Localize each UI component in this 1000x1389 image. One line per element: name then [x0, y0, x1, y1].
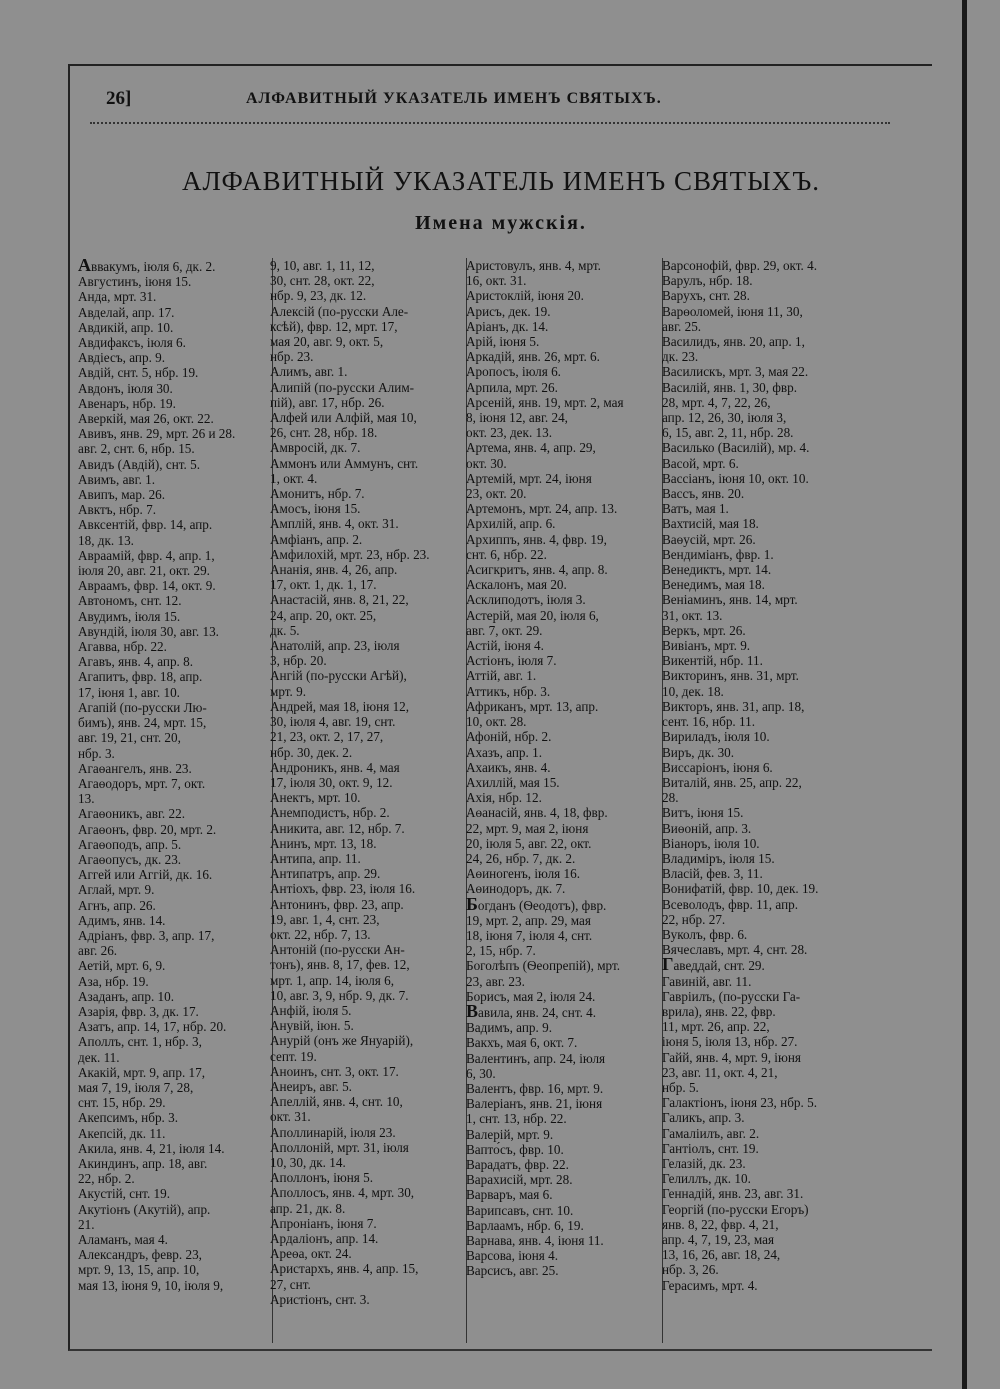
index-line: Акиндинъ, апр. 18, авг.: [78, 1155, 208, 1171]
index-line: Азарія, фвр. 3, дк. 17.: [78, 1003, 199, 1019]
index-line: мрт. 9, 13, 15, апр. 10,: [78, 1262, 200, 1278]
index-line: 11, мрт. 26, апр. 22,: [662, 1019, 770, 1035]
index-line: апр. 4, 7, 19, 23, мая: [662, 1232, 775, 1247]
index-line: Анинъ, мрт. 13, 18.: [270, 835, 377, 851]
index-line: Анурій (онъ же Януарій),: [270, 1033, 414, 1049]
index-line: Валентъ, фвр. 16, мрт. 9.: [466, 1080, 604, 1096]
index-line: Авдіесъ, апр. 9.: [78, 350, 166, 366]
index-line: Аглай, мрт. 9.: [78, 882, 155, 898]
index-line: Авудимъ, іюля 15.: [78, 608, 181, 624]
index-line: Авипъ, мар. 26.: [78, 487, 166, 503]
index-line: Аламанъ, мая 4.: [78, 1232, 168, 1247]
index-line: Агапій (по-русски Лю-: [78, 699, 207, 715]
index-line: Авдикій, апр. 10.: [78, 319, 174, 335]
index-line: Вассъ, янв. 20.: [662, 486, 745, 502]
index-line: Авидъ (Авдій), снт. 5.: [78, 456, 201, 472]
index-line: Агаѳопусъ, дк. 23.: [78, 851, 182, 867]
index-line: авг. 26.: [78, 943, 118, 959]
index-line: Вивіанъ, мрт. 9.: [662, 638, 751, 654]
index-line: Адимъ, янв. 14.: [78, 912, 166, 928]
index-line: Аѳанасій, янв. 4, 18, фвр.: [466, 805, 608, 821]
index-line: Гелазій, дк. 23.: [662, 1155, 746, 1171]
index-line: Варваръ, мая 6.: [466, 1187, 553, 1203]
index-line: Владиміръ, іюля 15.: [662, 850, 775, 866]
index-line: Антоній (по-русски Ан-: [270, 942, 405, 958]
index-line: Аммонъ или Аммунъ, снт.: [270, 455, 419, 471]
index-line: Архилій, апр. 6.: [466, 516, 556, 532]
index-line: Астій, іюня 4.: [466, 638, 544, 654]
index-line: 27, снт.: [270, 1276, 311, 1292]
header-divider: [90, 122, 890, 124]
index-line: Венедимъ, мая 18.: [662, 577, 765, 593]
index-line: 1, снт. 13, нбр. 22.: [466, 1111, 567, 1127]
scan-edge-line: [962, 0, 967, 1389]
index-line: Аѳинодоръ, дк. 7.: [466, 881, 566, 897]
index-line: Ахиллій, мая 15.: [466, 774, 560, 790]
index-line: Авктъ, нбр. 7.: [78, 502, 157, 518]
index-line: Борисъ, мая 2, іюля 24.: [466, 988, 596, 1004]
index-line: 30, іюля 4, авг. 19, снт.: [270, 714, 396, 730]
index-line: Алфей или Алфій, мая 10,: [270, 410, 417, 426]
index-line: Всеволодъ, фвр. 11, апр.: [662, 896, 799, 912]
index-line: Агнъ, апр. 26.: [78, 897, 156, 913]
index-line: Аристовулъ, янв. 4, мрт.: [466, 258, 601, 273]
index-line: Виръ, дк. 30.: [662, 744, 735, 760]
page-number: 26]: [106, 88, 132, 109]
index-line: 2, 15, нбр. 7.: [466, 943, 536, 959]
index-line: Гавиній, авг. 11.: [662, 973, 752, 989]
index-line: 28, мрт. 4, 7, 22, 26,: [662, 394, 771, 410]
initial-letter: Б: [466, 896, 478, 913]
initial-letter: В: [466, 1003, 479, 1021]
index-line: 10, окт. 28.: [466, 714, 527, 730]
index-line: Гаведдай, снт. 29.: [662, 957, 852, 973]
index-line: іюня 5, іюля 13, нбр. 27.: [662, 1034, 798, 1050]
index-line: Гамаліилъ, авг. 2.: [662, 1125, 760, 1141]
index-line: Валерій, мрт. 9.: [466, 1126, 554, 1142]
index-line: Ананія, янв. 4, 26, апр.: [270, 562, 398, 578]
index-line: Асклиподотъ, іюля 3.: [466, 592, 586, 608]
index-line: Агаѳоникъ, авг. 22.: [78, 806, 185, 822]
index-line: 6, 30.: [466, 1065, 496, 1081]
index-line: 18, дк. 13.: [78, 532, 134, 548]
index-line: апр. 21, дк. 8.: [270, 1200, 346, 1216]
index-line: апр. 12, 26, 30, іюля 3,: [662, 410, 787, 426]
index-line: нбр. 30, дек. 2.: [270, 744, 353, 760]
index-line: 21.: [78, 1216, 95, 1232]
index-line: Василискъ, мрт. 3, мая 22.: [662, 364, 809, 380]
index-line: Азатъ, апр. 14, 17, нбр. 20.: [78, 1019, 227, 1035]
index-line: Ватъ, мая 1.: [662, 501, 729, 517]
index-line: Вячеславъ, мрт. 4, снт. 28.: [662, 942, 808, 958]
index-line: 23, авг. 11, окт. 4, 21,: [662, 1064, 778, 1080]
index-line: іюля 20, авг. 21, окт. 29.: [78, 563, 210, 579]
index-line: авг. 19, 21, снт. 20,: [78, 730, 181, 746]
index-line: нбр. 3, 26.: [662, 1262, 719, 1278]
index-line: Антипатръ, апр. 29.: [270, 866, 381, 882]
index-line: сент. 16, нбр. 11.: [662, 714, 756, 730]
index-line: Акепсій, дк. 11.: [78, 1125, 166, 1141]
index-line: Агапитъ, фвр. 18, апр.: [78, 669, 203, 685]
index-line: дк. 5.: [270, 622, 300, 638]
index-line: Ваѳусій, мрт. 26.: [662, 531, 756, 547]
index-line: Авдифаксъ, іюля 6.: [78, 335, 186, 351]
index-line: 31, окт. 13.: [662, 607, 723, 623]
index-line: Веркъ, мрт. 26.: [662, 622, 746, 638]
names-column-4: [662, 258, 852, 1293]
index-line: 20, іюля 5, авг. 22, окт.: [466, 835, 592, 851]
index-line: нбр. 23.: [270, 349, 314, 365]
index-line: Веніаминъ, янв. 14, мрт.: [662, 592, 798, 608]
index-line: Віаноръ, іюля 10.: [662, 835, 760, 851]
index-line: бимъ), янв. 24, мрт. 15,: [78, 715, 207, 731]
index-line: Алексій (по-русски Але-: [270, 303, 409, 319]
index-line: Акила, янв. 4, 21, іюля 14.: [78, 1140, 225, 1156]
index-line: нбр. 5.: [662, 1079, 699, 1095]
index-line: Антипа, апр. 11.: [270, 850, 361, 866]
index-line: 30, снт. 28, окт. 22,: [270, 273, 375, 289]
index-line: Варахисій, мрт. 28.: [466, 1172, 573, 1188]
index-line: Власій, фев. 3, 11.: [662, 866, 763, 882]
index-line: 19, авг. 1, 4, снт. 23,: [270, 911, 380, 927]
index-line: 26, снт. 28, нбр. 18.: [270, 425, 378, 441]
index-line: Аристархъ, янв. 4, апр. 15,: [270, 1261, 419, 1277]
index-line: Амонитъ, нбр. 7.: [270, 486, 365, 502]
index-line: Африканъ, мрт. 13, апр.: [466, 698, 599, 714]
index-line: септ. 19.: [270, 1048, 317, 1064]
index-line: Анда, мрт. 31.: [78, 289, 157, 305]
index-line: Георгій (по-русски Егоръ): [662, 1201, 809, 1217]
index-line: Вапто́съ, фвр. 10.: [466, 1141, 564, 1157]
index-line: Варѳоломей, іюня 11, 30,: [662, 303, 803, 319]
index-line: Боголѣпъ (Ѳеопрепій), мрт.: [466, 958, 621, 974]
index-line: Геннадій, янв. 23, авг. 31.: [662, 1186, 804, 1202]
index-line: Авимъ, авг. 1.: [78, 471, 156, 487]
index-line: Василько (Василій), мр. 4.: [662, 440, 810, 456]
index-line: 18, іюня 7, іюля 4, снт.: [466, 927, 593, 943]
index-line: пій), авг. 17, нбр. 26.: [270, 394, 385, 410]
index-line: Астіонъ, іюля 7.: [466, 653, 557, 669]
index-line: Анектъ, мрт. 10.: [270, 790, 361, 806]
page-header: [106, 88, 906, 118]
index-line: 21, 23, окт. 2, 17, 27,: [270, 729, 384, 745]
index-line: 10, авг. 3, 9, нбр. 9, дк. 7.: [270, 987, 409, 1003]
index-line: Венедиктъ, мрт. 14.: [662, 562, 772, 578]
index-line: 28.: [662, 790, 679, 806]
index-line: Апеллій, янв. 4, снт. 10,: [270, 1094, 403, 1110]
index-line: 13.: [78, 791, 95, 807]
index-line: Аверкій, мая 26, окт. 22.: [78, 411, 214, 427]
index-line: 23, окт. 20.: [466, 486, 527, 502]
index-line: Гайй, янв. 4, мрт. 9, іюня: [662, 1049, 801, 1065]
index-line: Аполлоній, мрт. 31, іюля: [270, 1139, 409, 1155]
index-line: Вуколъ, фвр. 6.: [662, 926, 748, 942]
index-line: авг. 25.: [662, 318, 702, 334]
index-line: Антонинъ, фвр. 23, апр.: [270, 896, 404, 912]
index-line: Аполлинарій, іюля 23.: [270, 1124, 396, 1140]
index-line: Агаѳодоръ, мрт. 7, окт.: [78, 775, 206, 791]
index-line: Варсонофій, фвр. 29, окт. 4.: [662, 258, 818, 273]
index-line: Артема, янв. 4, апр. 29,: [466, 440, 596, 456]
index-line: авг. 7, окт. 29.: [466, 622, 543, 638]
index-line: Аггей или Аггій, дк. 16.: [78, 867, 213, 883]
index-line: Герасимъ, мрт. 4.: [662, 1277, 758, 1293]
index-line: Аполлъ, снт. 1, нбр. 3,: [78, 1034, 202, 1050]
index-line: окт. 30.: [466, 455, 507, 471]
index-line: Аполлонъ, іюня 5.: [270, 1170, 374, 1186]
index-line: Андрей, мая 18, іюня 12,: [270, 698, 410, 714]
names-column-1: [78, 258, 268, 1293]
index-line: 1, окт. 4.: [270, 470, 318, 486]
index-line: снт. 6, нбр. 22.: [466, 546, 547, 562]
index-line: Аввакумъ, іюля 6, дк. 2.: [78, 258, 268, 274]
initial-letter: А: [78, 258, 91, 275]
index-line: Аполлосъ, янв. 4, мрт. 30,: [270, 1185, 415, 1201]
index-line: Акакій, мрт. 9, апр. 17,: [78, 1064, 206, 1080]
index-line: Амфіанъ, апр. 2.: [270, 531, 363, 547]
index-line: 10, 30, дк. 14.: [270, 1154, 346, 1170]
index-line: Гелиллъ, дк. 10.: [662, 1171, 751, 1187]
index-line: нбр. 9, 23, дк. 12.: [270, 288, 367, 304]
index-line: окт. 22, нбр. 7, 13.: [270, 926, 371, 942]
index-line: Аропосъ, іюля 6.: [466, 364, 561, 380]
index-line: Вадимъ, апр. 9.: [466, 1020, 552, 1036]
index-line: Валеріанъ, янв. 21, іюня: [466, 1096, 603, 1112]
index-line: Акепсимъ, нбр. 3.: [78, 1110, 179, 1126]
index-line: Васой, мрт. 6.: [662, 455, 739, 471]
index-line: Варипсавъ, снт. 10.: [466, 1202, 574, 1218]
index-line: 17, іюля 30, окт. 9, 12.: [270, 774, 393, 790]
index-line: Варлаамъ, нбр. 6, 19.: [466, 1217, 584, 1233]
index-line: Ареѳа, окт. 24.: [270, 1246, 352, 1262]
index-line: Авраамъ, фвр. 14, окт. 9.: [78, 578, 216, 594]
index-line: Аѳиногенъ, іюля 16.: [466, 866, 580, 882]
index-line: Аза, нбр. 19.: [78, 973, 149, 989]
index-line: Анувій, іюн. 5.: [270, 1018, 354, 1034]
index-line: Вассіанъ, іюня 10, окт. 10.: [662, 470, 809, 486]
index-line: Варухъ, снт. 28.: [662, 288, 750, 304]
index-line: Агавва, нбр. 22.: [78, 639, 167, 655]
index-line: 23, авг. 23.: [466, 973, 525, 989]
index-line: 19, мрт. 2, апр. 29, мая: [466, 912, 591, 928]
index-line: Авдонъ, іюля 30.: [78, 380, 173, 396]
index-line: Ахаикъ, янв. 4.: [466, 759, 551, 775]
index-line: 6, 15, авг. 2, 11, нбр. 28.: [662, 425, 794, 441]
index-line: 13, 16, 26, авг. 18, 24,: [662, 1247, 781, 1263]
index-line: Варнава, янв. 4, іюня 11.: [466, 1233, 604, 1248]
index-line: 22, мрт. 9, мая 2, іюня: [466, 820, 589, 836]
index-line: врила), янв. 22, фвр.: [662, 1003, 776, 1019]
index-line: 22, нбр. 27.: [662, 911, 726, 927]
index-line: Авделай, апр. 17.: [78, 304, 175, 320]
index-line: Аристоклій, іюня 20.: [466, 288, 584, 304]
index-line: мрт. 9.: [270, 683, 307, 699]
index-line: Амфилохій, мрт. 23, нбр. 23.: [270, 546, 430, 562]
index-line: Аетій, мрт. 6, 9.: [78, 958, 166, 974]
index-line: окт. 23, дек. 13.: [466, 425, 553, 441]
index-line: 17, іюня 1, авг. 10.: [78, 684, 180, 700]
index-line: Варулъ, нбр. 18.: [662, 273, 753, 289]
index-line: Авивъ, янв. 29, мрт. 26 и 28.: [78, 426, 236, 442]
index-line: Аскалонъ, мая 20.: [466, 577, 567, 593]
index-line: Анфій, іюля 5.: [270, 1002, 352, 1018]
index-line: дек. 11.: [78, 1049, 120, 1065]
index-line: Вахтисій, мая 18.: [662, 516, 759, 532]
index-line: Аттикъ, нбр. 3.: [466, 683, 551, 699]
index-line: янв. 8, 22, фвр. 4, 21,: [662, 1216, 779, 1232]
index-line: тонъ), янв. 8, 17, фев. 12,: [270, 957, 410, 973]
index-line: Аникита, авг. 12, нбр. 7.: [270, 820, 405, 836]
index-line: Авенаръ, нбр. 19.: [78, 395, 176, 411]
index-line: Галикъ, апр. 3.: [662, 1110, 745, 1126]
index-line: 17, окт. 1, дк. 1, 17.: [270, 577, 377, 593]
index-line: Астерій, мая 20, іюля 6,: [466, 607, 599, 623]
index-line: Виѳоній, апр. 3.: [662, 820, 752, 836]
index-line: Аристіонъ, снт. 3.: [270, 1291, 370, 1307]
index-line: мая 7, 19, іюля 7, 28,: [78, 1079, 194, 1095]
index-line: Галактіонъ, іюня 23, нбр. 5.: [662, 1095, 817, 1111]
index-line: Гантіолъ, снт. 19.: [662, 1140, 759, 1156]
book-page: [68, 64, 932, 1351]
running-title: АЛФАВИТНЫЙ УКАЗАТЕЛЬ ИМЕНЪ СВЯТЫХЪ.: [246, 90, 662, 107]
index-line: Гавріилъ, (по-русски Га-: [662, 988, 801, 1004]
index-line: Акустій, снт. 19.: [78, 1186, 171, 1202]
index-line: Афоній, нбр. 2.: [466, 729, 552, 745]
index-line: Агавъ, янв. 4, апр. 8.: [78, 654, 194, 670]
index-line: 24, 26, нбр. 7, дк. 2.: [466, 850, 576, 866]
index-line: Викторъ, янв. 31, апр. 18,: [662, 698, 805, 714]
index-line: Арій, іюня 5.: [466, 334, 540, 350]
index-line: Арсеній, янв. 19, мрт. 2, мая: [466, 394, 624, 410]
index-line: Автономъ, снт. 12.: [78, 593, 182, 609]
initial-letter: Г: [662, 957, 674, 974]
index-line: Анеиръ, авг. 5.: [270, 1078, 352, 1094]
names-column-3: [466, 258, 656, 1279]
index-line: 8, іюня 12, авг. 24,: [466, 410, 568, 426]
index-line: Виталій, янв. 25, апр. 22,: [662, 774, 802, 790]
index-line: Вонифатій, фвр. 10, дек. 19.: [662, 881, 819, 897]
index-line: Августинъ, іюня 15.: [78, 274, 192, 290]
index-line: Азаданъ, апр. 10.: [78, 988, 175, 1004]
index-line: Акутіонъ (Акутій), апр.: [78, 1201, 211, 1217]
index-line: мая 13, іюня 9, 10, іюля 9,: [78, 1277, 224, 1293]
index-line: Аттій, авг. 1.: [466, 668, 537, 684]
index-line: Агаѳангелъ, янв. 23.: [78, 760, 192, 776]
index-line: Агаѳонъ, фвр. 20, мрт. 2.: [78, 821, 217, 837]
index-line: 9, 10, авг. 1, 11, 12,: [270, 258, 375, 273]
index-line: Авдій, снт. 5, нбр. 19.: [78, 365, 199, 381]
index-line: Ахія, нбр. 12.: [466, 790, 542, 806]
index-line: Валентинъ, апр. 24, іюля: [466, 1050, 606, 1066]
index-line: Апроніанъ, іюня 7.: [270, 1215, 377, 1231]
index-line: Аноинъ, снт. 3, окт. 17.: [270, 1063, 399, 1079]
index-line: Артемій, мрт. 24, іюня: [466, 470, 592, 486]
index-line: Аркадій, янв. 26, мрт. 6.: [466, 349, 600, 365]
index-line: Анемподистъ, нбр. 2.: [270, 805, 390, 821]
index-line: 24, апр. 20, окт. 25,: [270, 607, 377, 623]
index-line: Варадатъ, фвр. 22.: [466, 1156, 569, 1172]
index-line: Амвросій, дк. 7.: [270, 440, 361, 456]
index-line: Вавила, янв. 24, снт. 4.: [466, 1004, 656, 1020]
index-line: Ахазъ, апр. 1.: [466, 744, 543, 760]
index-line: Аріанъ, дк. 14.: [466, 318, 549, 334]
index-line: Анатолій, апр. 23, іюля: [270, 638, 400, 654]
index-line: Василій, янв. 1, 30, фвр.: [662, 379, 798, 395]
index-line: 10, дек. 18.: [662, 683, 724, 699]
index-line: 3, нбр. 20.: [270, 653, 327, 669]
index-line: 16, окт. 31.: [466, 273, 527, 289]
index-line: Викентій, нбр. 11.: [662, 653, 763, 669]
names-column-2: [270, 258, 460, 1307]
index-line: Агаѳоподъ, апр. 5.: [78, 836, 182, 852]
index-line: мрт. 1, апр. 14, іюля 6,: [270, 972, 395, 988]
index-line: Архиппъ, янв. 4, фвр. 19,: [466, 531, 607, 547]
index-line: Адріанъ, фвр. 3, апр. 17,: [78, 927, 215, 943]
index-line: Амосъ, іюня 15.: [270, 501, 361, 517]
index-line: Витъ, іюня 15.: [662, 805, 744, 821]
index-line: Авраамій, фвр. 4, апр. 1,: [78, 547, 215, 563]
index-line: Варсисъ, авг. 25.: [466, 1263, 559, 1279]
index-line: Вакхъ, мая 6, окт. 7.: [466, 1035, 578, 1051]
index-line: снт. 15, нбр. 29.: [78, 1095, 166, 1111]
index-line: Авксентій, фвр. 14, апр.: [78, 517, 213, 533]
index-line: нбр. 3.: [78, 745, 115, 761]
index-line: Александръ, февр. 23,: [78, 1247, 202, 1263]
index-line: Антіохъ, фвр. 23, іюля 16.: [270, 881, 416, 897]
index-line: Василидъ, янв. 20, апр. 1,: [662, 334, 805, 350]
index-line: Авундій, іюля 30, авг. 13.: [78, 623, 219, 639]
index-line: Виссаріонъ, іюня 6.: [662, 759, 773, 775]
index-line: Артемонъ, мрт. 24, апр. 13.: [466, 501, 618, 517]
index-line: Вендиміанъ, фвр. 1.: [662, 546, 774, 562]
index-line: Амплій, янв. 4, окт. 31.: [270, 516, 399, 532]
index-line: дк. 23.: [662, 349, 699, 365]
index-line: Анастасій, янв. 8, 21, 22,: [270, 592, 409, 608]
index-line: Асигкритъ, янв. 4, апр. 8.: [466, 562, 608, 578]
index-line: 22, нбр. 2.: [78, 1171, 135, 1187]
index-line: Ардаліонъ, апр. 14.: [270, 1231, 379, 1246]
index-line: мая 20, авг. 9, окт. 5,: [270, 334, 384, 350]
index-line: Алимъ, авг. 1.: [270, 364, 348, 380]
index-line: Викторинъ, янв. 31, мрт.: [662, 668, 799, 684]
index-line: Андроникъ, янв. 4, мая: [270, 759, 400, 775]
index-line: ксѣй), фвр. 12, мрт. 17,: [270, 318, 398, 334]
index-line: Арпила, мрт. 26.: [466, 379, 558, 395]
page-title: АЛФАВИТНЫЙ УКАЗАТЕЛЬ ИМЕНЪ СВЯТЫХЪ.: [181, 166, 821, 196]
index-line: Алипій (по-русски Алим-: [270, 379, 415, 395]
section-subtitle: Имена мужскія.: [415, 212, 587, 234]
index-line: Варсова, іюня 4.: [466, 1248, 559, 1264]
index-line: окт. 31.: [270, 1109, 311, 1125]
index-line: авг. 2, снт. 6, нбр. 15.: [78, 441, 195, 457]
index-line: Арисъ, дек. 19.: [466, 303, 551, 319]
index-line: Богданъ (Ѳеодотъ), фвр.: [466, 897, 656, 913]
index-line: Вириладъ, іюля 10.: [662, 729, 770, 745]
index-line: Ангій (по-русски Агѣй),: [270, 668, 407, 684]
